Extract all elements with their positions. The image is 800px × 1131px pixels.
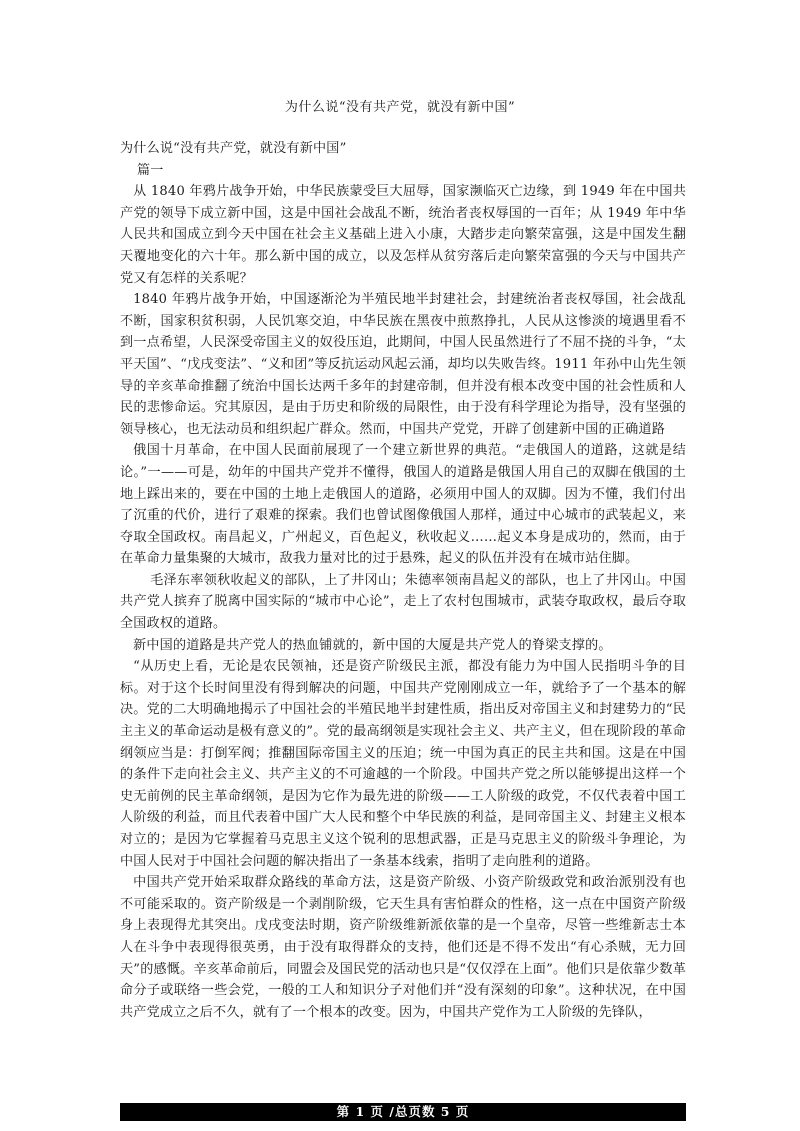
paragraph: 从 1840 年鸦片战争开始，中华民族蒙受巨大屈辱，国家濒临灭亡边缘，到 1949 年在中国共产党的领导下成立新中国，这是中国社会战乱不断，统治者丧权辱国的一百年；从 1949 年中华人民共和国成立到今天中国在社会主义基础上进入小康，大踏步走向繁荣富强，这是中国发生翻天覆地变化的六十年。那么新中国的成立，以及怎样从贫穷落后走向繁荣富强的今天与中国共产党又有怎样的关系呢？ [120,184,686,286]
paragraph: 中国共产党开始采取群众路线的革命方法，这是资产阶级、小资产阶级政党和政治派别没有也不可能采取的。资产阶级是一个剥削阶级，它天生具有害怕群众的性格，这一点在中国资产阶级身上表现得尤其突出。戊戌变法时期，资产阶级维新派依靠的是一个皇帝，尽管一些维新志士本人在斗争中表现得很英勇，由于没有取得群众的支持，他们还是不得不发出“有心杀贼，无力回天”的感慨。辛亥革命前后，同盟会及国民党的活动也只是“仅仅浮在上面”。他们只是依靠少数革命分子或联络一些会党，一般的工人和知识分子对他们并“没有深刻的印象”。这种状况，在中国共产党成立之后不久，就有了一个根本的改变。因为，中国共产党作为工人阶级的先锋队， [120,875,686,1020]
section-label: 篇一 [137,162,164,178]
paragraph: 俄国十月革命，在中国人民面前展现了一个建立新世界的典范。“走俄国人的道路，这就是结论。”一——可是，幼年的中国共产党并不懂得，俄国人的道路是俄国人用自己的双脚在俄国的土地上踩出来的，要在中国的土地上走俄国人的道路，必须用中国人的双脚。因为不懂，我们付出了沉重的代价，进行了艰难的探索。我们也曾试图像俄国人那样，通过中心城市的武装起义，来夺取全国政权。南昌起义，广州起义，百色起义，秋收起义……起义本身是成功的，然而，由于在革命力量集聚的大城市，敌我力量对比的过于悬殊，起义的队伍并没有在城市站住脚。 [120,443,686,567]
paragraph: 毛泽东率领秋收起义的部队，上了井冈山；朱德率领南昌起义的部队，也上了井冈山。中国共产党人摈弃了脱离中国实际的“城市中心论”，走上了农村包围城市，武装夺取政权，最后夺取全国政权的道路。 [120,572,686,632]
page-footer: 第 1 页 /总页数 5 页 [120,1103,686,1121]
document-body [120,138,686,1023]
page-title: 为什么说“没有共产党，就没有新中国” [284,100,516,115]
paragraph: 新中国的道路是共产党人的热血铺就的，新中国的大厦是共产党人的脊梁支撑的。 [133,637,612,653]
paragraph: 1840 年鸦片战争开始，中国逐渐沦为半殖民地半封建社会，封建统治者丧权辱国，社会战乱不断，国家积贫积弱，人民饥寒交迫，中华民族在黑夜中煎熬挣扎，人民从这惨淡的境遇里看不到一点希望，人民深受帝国主义的奴役压迫，此期间，中国人民虽然进行了不屈不挠的斗争，“太平天国”、“戊戌变法”、“义和团”等反抗运动风起云涌，却均以失败告终。1911 年孙中山先生领导的辛亥革命推翻了统治中国长达两千多年的封建帝制，但并没有根本改变中国的社会性质和人民的悲惨命运。究其原因，是由于历史和阶级的局限性，由于没有科学理论为指导，没有坚强的领导核心，也无法动员和组织起广群众。然而，中国共产党党，开辟了创建新中国的正确道路 [120,292,686,437]
paragraph: “从历史上看，无论是农民领袖，还是资产阶级民主派，都没有能力为中国人民指明斗争的目标。对于这个长时间里没有得到解决的问题，中国共产党刚刚成立一年，就给予了一个基本的解决。党的二大明确地揭示了中国社会的半殖民地半封建性质，指出反对帝国主义和封建势力的“民主主义的革命运动是极有意义的”。党的最高纲领是实现社会主义、共产主义，但在现阶段的革命纲领应当是：打倒军阀；推翻国际帝国主义的压迫；统一中国为真正的民主共和国。这是在中国的条件下走向社会主义、共产主义的不可逾越的一个阶段。中国共产党之所以能够提出这样一个史无前例的民主革命纲领，是因为它作为最先进的阶级——工人阶级的政党，不仅代表着中国工人阶级的利益，而且代表着中国广大人民和整个中华民族的利益，是同帝国主义、封建主义根本对立的；是因为它掌握着马克思主义这个锐利的思想武器，正是马克思主义的阶级斗争理论，为中国人民对于中国社会问题的解决指出了一条基本线索，指明了走向胜利的道路。 [120,659,686,869]
document-subtitle: 为什么说“没有共产党，就没有新中国” [120,141,347,156]
